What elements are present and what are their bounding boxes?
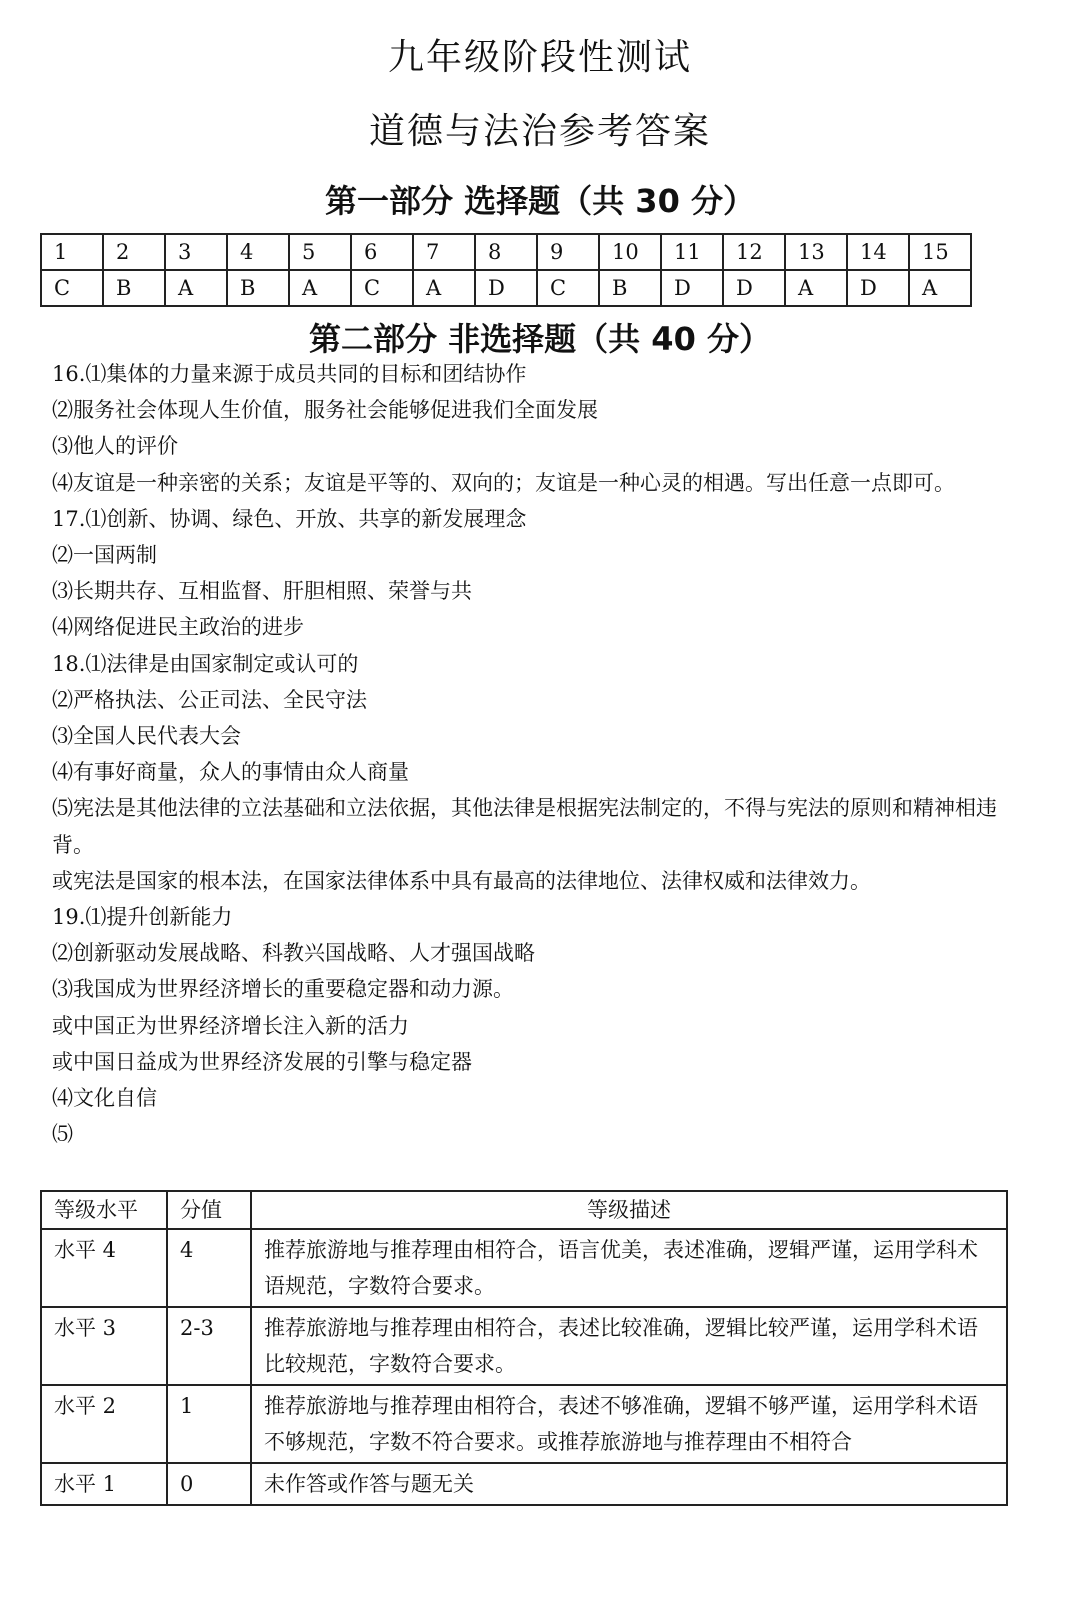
- rubric-desc: 推荐旅游地与推荐理由相符合，表述不够准确，逻辑不够严谨，运用学科术语不够规范，字数不符合要求。或推荐旅游地与推荐理由不相符合: [251, 1385, 1007, 1463]
- answer-cell: C: [351, 270, 413, 306]
- answer-line-q19-3-alt2: 或中国日益成为世界经济发展的引擎与稳定器: [52, 1049, 472, 1074]
- essay-answers: [52, 356, 1012, 1152]
- answer-cell: B: [599, 270, 661, 306]
- answer-cell: B: [103, 270, 165, 306]
- answer-line-q16-3: ⑶他人的评价: [52, 434, 178, 459]
- answer-line-q16-4: ⑷友谊是一种亲密的关系；友谊是平等的、双向的；友谊是一种心灵的相遇。写出任意一点即可。: [52, 470, 955, 495]
- answer-cell: D: [661, 270, 723, 306]
- answer-line-q17-3: ⑶长期共存、互相监督、肝胆相照、荣誉与共: [52, 579, 472, 604]
- page-subtitle: 道德与法治参考答案: [368, 111, 711, 152]
- answer-line-q19-1: 19.⑴提升创新能力: [52, 905, 233, 930]
- answer-line-q17-2: ⑵一国两制: [52, 543, 157, 568]
- question-number: 15: [909, 234, 971, 270]
- question-number: 9: [537, 234, 599, 270]
- answer-cell: A: [785, 270, 847, 306]
- answer-line-q19-2: ⑵创新驱动发展战略、科教兴国战略、人才强国战略: [52, 941, 535, 966]
- answer-line-q16-1: 16.⑴集体的力量来源于成员共同的目标和团结协作: [52, 362, 527, 386]
- rubric-row: [41, 1229, 1007, 1307]
- choice-answer-table: [40, 233, 972, 307]
- answer-line-q19-5: ⑸: [52, 1122, 73, 1147]
- answer-cell: D: [475, 270, 537, 306]
- question-number: 6: [351, 234, 413, 270]
- part2-title: 第二部分 非选择题（共 40 分）: [309, 320, 771, 358]
- question-number: 2: [103, 234, 165, 270]
- question-number: 4: [227, 234, 289, 270]
- rubric-score: 4: [167, 1229, 251, 1307]
- rubric-desc: 未作答或作答与题无关: [251, 1463, 1007, 1505]
- question-number: 1: [41, 234, 103, 270]
- rubric-header-level: 等级水平: [41, 1191, 167, 1229]
- rubric-desc: 推荐旅游地与推荐理由相符合，表述比较准确，逻辑比较严谨，运用学科术语比较规范，字数符合要求。: [251, 1307, 1007, 1385]
- part1-title: 第一部分 选择题（共 30 分）: [325, 182, 755, 220]
- rubric-level: 水平 3: [41, 1307, 167, 1385]
- page-title: 九年级阶段性测试: [387, 37, 692, 78]
- question-number-row: [41, 234, 971, 270]
- question-number: 7: [413, 234, 475, 270]
- answer-line-q19-3: ⑶我国成为世界经济增长的重要稳定器和动力源。: [52, 977, 514, 1002]
- rubric-header-desc: 等级描述: [251, 1191, 1007, 1229]
- answer-line-q18-1: 18.⑴法律是由国家制定或认可的: [52, 651, 359, 676]
- question-number: 11: [661, 234, 723, 270]
- question-number: 12: [723, 234, 785, 270]
- answer-cell: C: [41, 270, 103, 306]
- answer-line-q17-1: 17.⑴创新、协调、绿色、开放、共享的新发展理念: [52, 506, 527, 531]
- question-number: 14: [847, 234, 909, 270]
- question-number: 8: [475, 234, 537, 270]
- rubric-row: [41, 1463, 1007, 1505]
- rubric-score: 0: [167, 1463, 251, 1505]
- rubric-level: 水平 2: [41, 1385, 167, 1463]
- answer-cell: D: [723, 270, 785, 306]
- rubric-row: [41, 1385, 1007, 1463]
- answer-line-q18-4: ⑷有事好商量，众人的事情由众人商量: [52, 760, 409, 785]
- answer-line-q19-3-alt1: 或中国正为世界经济增长注入新的活力: [52, 1013, 409, 1038]
- answer-cell: A: [289, 270, 351, 306]
- rubric-level: 水平 1: [41, 1463, 167, 1505]
- answer-line-q17-4: ⑷网络促进民主政治的进步: [52, 615, 304, 640]
- rubric-level: 水平 4: [41, 1229, 167, 1307]
- answer-cell: B: [227, 270, 289, 306]
- rubric-header-score: 分值: [167, 1191, 251, 1229]
- answer-line-q18-2: ⑵严格执法、公正司法、全民守法: [52, 687, 367, 712]
- question-number: 10: [599, 234, 661, 270]
- answer-line-q18-5: ⑸宪法是其他法律的立法基础和立法依据，其他法律是根据宪法制定的，不得与宪法的原则和精神相违背。: [52, 796, 997, 857]
- answer-cell: A: [413, 270, 475, 306]
- answer-row: [41, 270, 971, 306]
- rubric-score: 2-3: [167, 1307, 251, 1385]
- rubric-desc: 推荐旅游地与推荐理由相符合，语言优美，表述准确，逻辑严谨，运用学科术语规范，字数符合要求。: [251, 1229, 1007, 1307]
- scoring-rubric-table: [40, 1190, 1008, 1506]
- rubric-score: 1: [167, 1385, 251, 1463]
- answer-line-q16-2: ⑵服务社会体现人生价值，服务社会能够促进我们全面发展: [52, 398, 598, 423]
- question-number: 5: [289, 234, 351, 270]
- question-number: 13: [785, 234, 847, 270]
- rubric-row: [41, 1307, 1007, 1385]
- question-number: 3: [165, 234, 227, 270]
- rubric-header-row: [41, 1191, 1007, 1229]
- answer-cell: D: [847, 270, 909, 306]
- answer-cell: C: [537, 270, 599, 306]
- answer-cell: A: [909, 270, 971, 306]
- answer-cell: A: [165, 270, 227, 306]
- answer-line-q18-5-alt: 或宪法是国家的根本法，在国家法律体系中具有最高的法律地位、法律权威和法律效力。: [52, 868, 871, 893]
- answer-line-q19-4: ⑷文化自信: [52, 1086, 157, 1111]
- answer-line-q18-3: ⑶全国人民代表大会: [52, 724, 241, 749]
